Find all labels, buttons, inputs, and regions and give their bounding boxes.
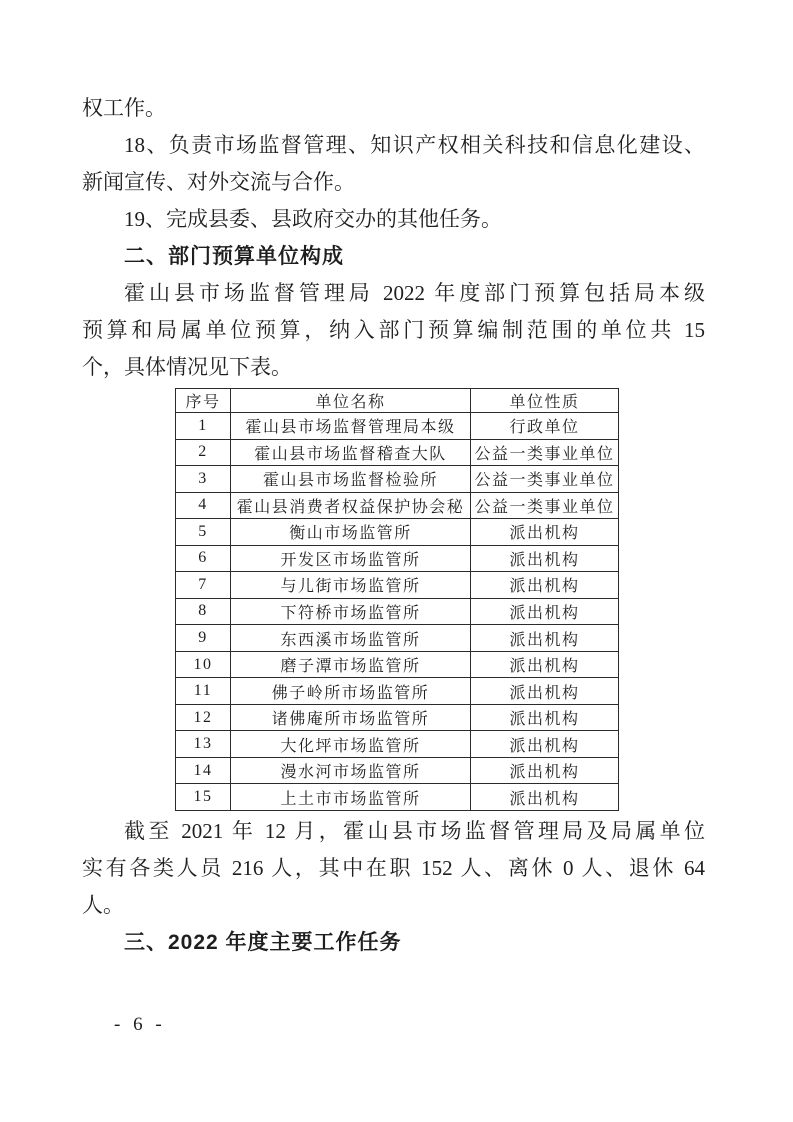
table-row: [176, 439, 619, 466]
unit-name-cell: 磨子潭市场监管所: [231, 651, 471, 678]
table-row: [176, 598, 619, 625]
table-row: [176, 678, 619, 705]
table-header-cell: 单位名称: [231, 389, 471, 413]
unit-name-cell: 诸佛庵所市场监管所: [231, 704, 471, 731]
row-number-cell: 8: [176, 598, 231, 625]
unit-type-cell: 派出机构: [471, 678, 619, 705]
text-line: 个，具体情况见下表。: [82, 355, 292, 379]
table-row: [176, 731, 619, 758]
unit-type-cell: 派出机构: [471, 731, 619, 758]
row-number-cell: 9: [176, 625, 231, 652]
unit-name-cell: 霍山县市场监督管理局本级: [231, 413, 471, 440]
table-row: [176, 704, 619, 731]
unit-name-cell: 大化坪市场监管所: [231, 731, 471, 758]
unit-type-cell: 派出机构: [471, 757, 619, 784]
text-line: 预算和局属单位预算，纳入部门预算编制范围的单位共 15: [82, 318, 705, 342]
text-line: 18、负责市场监督管理、知识产权相关科技和信息化建设、: [124, 133, 705, 157]
text-block-lower: [82, 813, 705, 961]
unit-name-cell: 上土市市场监管所: [231, 784, 471, 811]
table-header-cell: 序号: [176, 389, 231, 413]
section-heading: 三、2022 年度主要工作任务: [124, 931, 402, 954]
unit-type-cell: 公益一类事业单位: [471, 439, 619, 466]
table-row: [176, 466, 619, 493]
row-number-cell: 6: [176, 545, 231, 572]
unit-type-cell: 行政单位: [471, 413, 619, 440]
unit-type-cell: 派出机构: [471, 545, 619, 572]
row-number-cell: 5: [176, 519, 231, 546]
unit-name-cell: 佛子岭所市场监管所: [231, 678, 471, 705]
budget-units-table: [175, 388, 619, 811]
unit-name-cell: 下符桥市场监管所: [231, 598, 471, 625]
table-row: [176, 572, 619, 599]
table-header-row: [176, 389, 619, 413]
unit-type-cell: 派出机构: [471, 598, 619, 625]
text-block-upper: [82, 90, 705, 386]
unit-type-cell: 派出机构: [471, 519, 619, 546]
unit-type-cell: 公益一类事业单位: [471, 492, 619, 519]
row-number-cell: 2: [176, 439, 231, 466]
table-body: [176, 413, 619, 811]
row-number-cell: 12: [176, 704, 231, 731]
row-number-cell: 11: [176, 678, 231, 705]
table-header-cell: 单位性质: [471, 389, 619, 413]
unit-name-cell: 开发区市场监管所: [231, 545, 471, 572]
table-row: [176, 784, 619, 811]
text-line: 新闻宣传、对外交流与合作。: [82, 170, 355, 194]
unit-name-cell: 漫水河市场监管所: [231, 757, 471, 784]
text-line: 19、完成县委、县政府交办的其他任务。: [124, 207, 502, 231]
table-row: [176, 492, 619, 519]
row-number-cell: 15: [176, 784, 231, 811]
text-line: 截至 2021 年 12 月，霍山县市场监督管理局及局属单位: [124, 819, 705, 843]
row-number-cell: 3: [176, 466, 231, 493]
row-number-cell: 7: [176, 572, 231, 599]
row-number-cell: 14: [176, 757, 231, 784]
unit-type-cell: 派出机构: [471, 704, 619, 731]
unit-name-cell: 霍山县市场监督稽查大队: [231, 439, 471, 466]
table-row: [176, 519, 619, 546]
unit-type-cell: 公益一类事业单位: [471, 466, 619, 493]
unit-type-cell: 派出机构: [471, 572, 619, 599]
unit-type-cell: 派出机构: [471, 651, 619, 678]
unit-type-cell: 派出机构: [471, 784, 619, 811]
page-number: - 6 -: [114, 1014, 163, 1035]
text-line: 权工作。: [82, 96, 166, 120]
unit-name-cell: 东西溪市场监管所: [231, 625, 471, 652]
unit-name-cell: 衡山市场监管所: [231, 519, 471, 546]
table-row: [176, 413, 619, 440]
table-row: [176, 545, 619, 572]
row-number-cell: 13: [176, 731, 231, 758]
section-heading: 二、部门预算单位构成: [124, 245, 344, 268]
unit-type-cell: 派出机构: [471, 625, 619, 652]
text-line: 人。: [82, 893, 124, 917]
unit-name-cell: 霍山县消费者权益保护协会秘: [231, 492, 471, 519]
table-row: [176, 757, 619, 784]
text-line: 实有各类人员 216 人，其中在职 152 人、离休 0 人、退休 64: [82, 856, 705, 880]
row-number-cell: 10: [176, 651, 231, 678]
unit-name-cell: 与儿街市场监管所: [231, 572, 471, 599]
row-number-cell: 1: [176, 413, 231, 440]
unit-name-cell: 霍山县市场监督检验所: [231, 466, 471, 493]
row-number-cell: 4: [176, 492, 231, 519]
table-row: [176, 625, 619, 652]
text-line: 霍山县市场监督管理局 2022 年度部门预算包括局本级: [124, 281, 705, 305]
table-row: [176, 651, 619, 678]
